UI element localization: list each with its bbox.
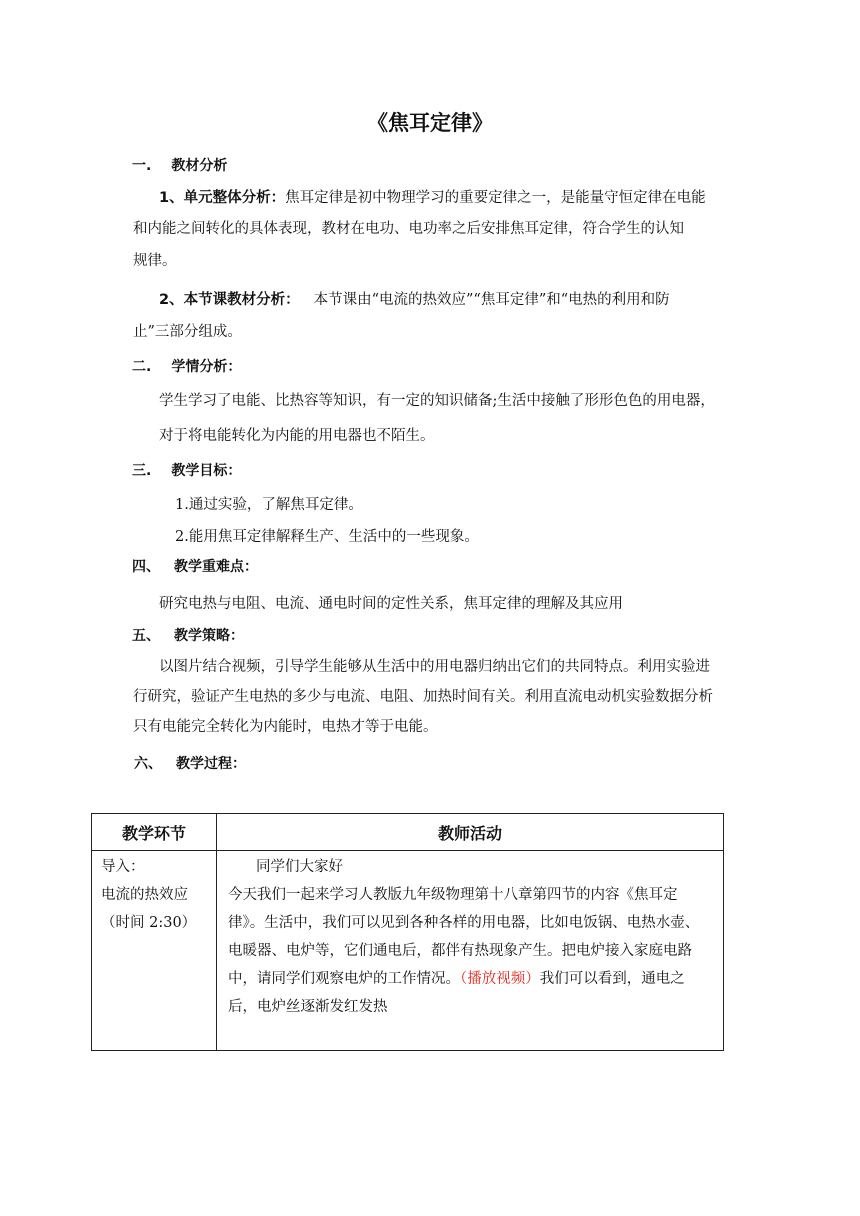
section-2-title: 学情分析： (171, 359, 242, 375)
document-title: 《焦耳定律》 (367, 111, 493, 135)
unit-analysis-label: 1、单元整体分析： (159, 190, 286, 206)
play-video-note: （播放视频） (460, 971, 540, 987)
activity-line-5-end: 我们可以看到，通电之 (539, 971, 685, 987)
stage-line-3: （时间 2:30） (101, 915, 197, 931)
section-5-heading (132, 625, 244, 645)
teaching-goal-1: 1.通过实验，了解焦耳定律。 (175, 497, 363, 513)
unit-analysis-text-1: 焦耳定律是初中物理学习的重要定律之一，是能量守恒定律在电能 (285, 190, 706, 206)
lesson-analysis-text-1: 本节课由“电流的热效应”“焦耳定律”和“电热的利用和防 (313, 292, 670, 308)
section-4-title: 教学重难点： (174, 559, 258, 575)
unit-analysis-line-1 (159, 186, 706, 207)
stage-line-2: 电流的热效应 (101, 887, 188, 903)
section-2-number: 二. (132, 359, 152, 375)
lesson-analysis-label: 2、本节课教材分析： (159, 292, 300, 308)
header-teacher-activity: 教师活动 (217, 814, 724, 851)
stage-line-1: 导入： (101, 859, 145, 875)
header-teaching-stage: 教学环节 (92, 814, 217, 851)
activity-line-5 (228, 965, 713, 993)
table-header-row (92, 814, 724, 851)
stage-cell (92, 851, 217, 1051)
teaching-goal-2: 2.能用焦耳定律解释生产、生活中的一些现象。 (175, 529, 479, 545)
activity-cell (217, 851, 724, 1051)
table-row (92, 851, 724, 1051)
activity-line-4: 电暖器、电炉等，它们通电后，都伴有热现象产生。把电炉接入家庭电路 (228, 943, 692, 959)
section-1-number: 一. (132, 158, 152, 174)
activity-line-1: 同学们大家好 (256, 859, 343, 875)
section-3-number: 三. (132, 463, 152, 479)
activity-line-6: 后，电炉丝逐渐发红发热 (228, 999, 388, 1015)
strategy-line-1: 以图片结合视频，引导学生能够从生活中的用电器归纳出它们的共同特点。利用实验进 (159, 659, 710, 675)
section-5-number: 五、 (132, 628, 160, 644)
section-3-heading (132, 460, 241, 480)
section-4-heading (132, 556, 258, 576)
lesson-analysis-line-1 (159, 288, 670, 309)
learner-analysis-line-2: 对于将电能转化为内能的用电器也不陌生。 (159, 428, 435, 444)
unit-analysis-line-3: 规律。 (133, 253, 177, 269)
activity-line-3: 律》。生活中，我们可以见到各种各样的用电器，比如电饭锅、电热水壶、 (228, 915, 700, 931)
section-2-heading (132, 356, 241, 376)
strategy-line-2: 行研究，验证产生电热的多少与电流、电阻、加热时间有关。利用直流电动机实验数据分析 (133, 689, 713, 705)
lesson-analysis-line-2: 止”三部分组成。 (133, 324, 242, 340)
section-6-heading (134, 753, 246, 773)
section-5-title: 教学策略： (174, 628, 244, 644)
section-6-number: 六、 (134, 756, 162, 772)
activity-line-5-start: 中，请同学们观察电炉的工作情况。 (228, 971, 460, 987)
key-points-line-1: 研究电热与电阻、电流、通电时间的定性关系，焦耳定律的理解及其应用 (159, 596, 623, 612)
strategy-line-3: 只有电能完全转化为内能时，电热才等于电能。 (133, 719, 438, 735)
section-1-title: 教材分析 (171, 158, 228, 174)
section-3-title: 教学目标： (171, 463, 242, 479)
unit-analysis-line-2: 和内能之间转化的具体表现，教材在电功、电功率之后安排焦耳定律，符合学生的认知 (133, 221, 684, 237)
section-4-number: 四、 (132, 559, 160, 575)
section-6-title: 教学过程： (176, 756, 246, 772)
section-1-heading (132, 155, 227, 175)
teaching-process-table (91, 813, 724, 1051)
learner-analysis-line-1: 学生学习了电能、比热容等知识，有一定的知识储备;生活中接触了形形色色的用电器， (159, 393, 715, 409)
activity-line-2: 今天我们一起来学习人教版九年级物理第十八章第四节的内容《焦耳定 (228, 887, 678, 903)
